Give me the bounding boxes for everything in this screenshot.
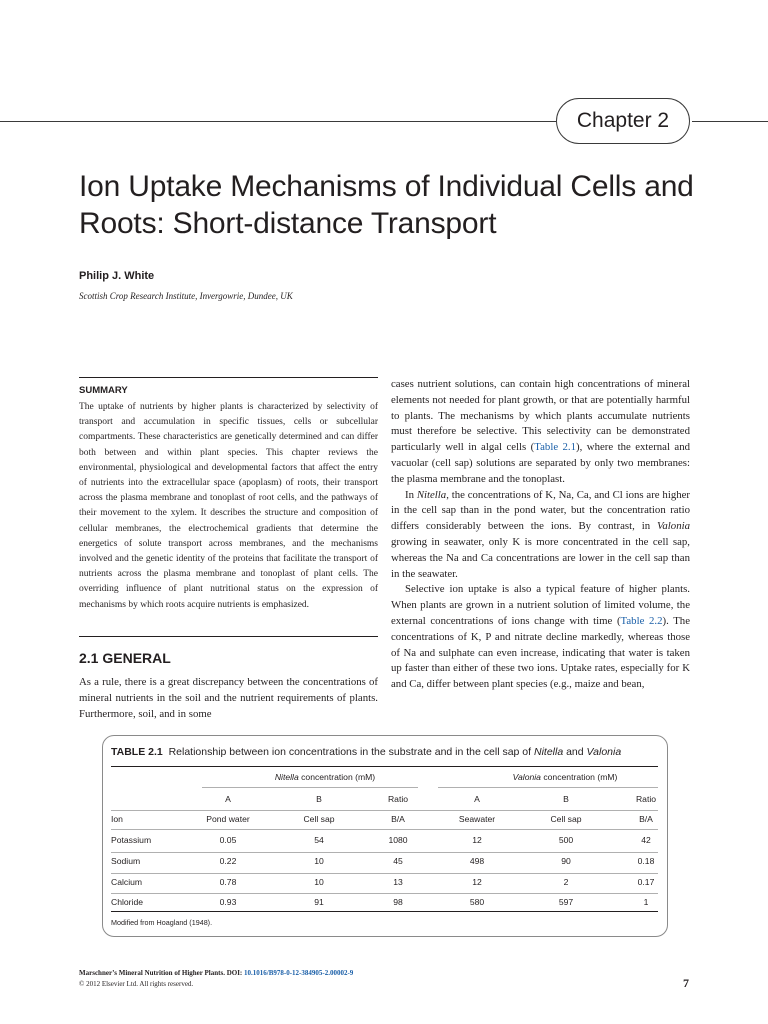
footer-citation: Marschner’s Mineral Nutrition of Higher Plants. DOI: 10.1016/B978-0-12-384905-2.00002-9: [79, 969, 354, 977]
right-column: [391, 377, 690, 693]
chapter-title: Ion Uptake Mechanisms of Individual Cells and Roots: Short-distance Transport: [79, 170, 694, 240]
subheader-cell: B: [563, 794, 569, 804]
section-paragraph: [79, 675, 378, 722]
table-cell: 42: [641, 835, 651, 845]
paragraph: cases nutrient solutions, can contain high concentrations of mineral elements not needed for plant growth, or that are potentially harmful to plants. The mechanisms by which plants accumulate nutrients must therefore be selective. This selectivity can be demonstrated particularly well in algal cells (Table 2.1), where the external and vacuolar (cell sap) solutions are separated by only two membranes: the plasma membrane and the tonoplast.: [391, 378, 690, 485]
group-rule: [438, 787, 658, 788]
table-cell: 13: [393, 877, 403, 887]
group-rule: [202, 787, 418, 788]
column-header: B/A: [639, 814, 653, 824]
table-caption: TABLE 2.1 Relationship between ion concentrations in the substrate and in the cell sap of Nitella and Valonia: [111, 746, 622, 758]
table-cell: 2: [563, 877, 569, 887]
summary-heading: SUMMARY: [79, 385, 128, 396]
table-cell: 1080: [388, 835, 408, 845]
row-label: Potassium: [111, 835, 152, 845]
row-rule: [111, 852, 658, 853]
summary-rule: [79, 377, 378, 378]
table-cell: 0.78: [219, 877, 237, 887]
chapter-label: Chapter 2: [556, 98, 690, 144]
column-header: B/A: [391, 814, 405, 824]
table-cell: 498: [469, 856, 485, 866]
table-cell: 91: [314, 897, 324, 907]
doi-link[interactable]: 10.1016/B978-0-12-384905-2.00002-9: [244, 969, 354, 977]
table-cell: 12: [472, 835, 482, 845]
column-header: Seawater: [458, 814, 496, 824]
subheader-cell: A: [474, 794, 480, 804]
table-cell: 45: [393, 856, 403, 866]
table-cell: 10: [314, 856, 324, 866]
row-rule: [111, 893, 658, 894]
paragraph: As a rule, there is a great discrepancy between the concentrations of mineral nutrients in the soil and the nutrient requirements of plants. Furthermore, soil, and in some: [79, 676, 378, 720]
column-header: Cell sap: [303, 814, 335, 824]
table-cell: 12: [472, 877, 482, 887]
subheader-cell: B: [316, 794, 322, 804]
table-cell: 0.22: [219, 856, 237, 866]
chapter-rule: [692, 121, 768, 122]
row-rule: [111, 873, 658, 874]
table-cell: 98: [393, 897, 403, 907]
author-affiliation: Scottish Crop Research Institute, Invergowrie, Dundee, UK: [79, 291, 293, 301]
summary-body: The uptake of nutrients by higher plants is characterized by selectivity of transport and accumulation in specific tissues, cells or subcellular compartments. These characteristics are genetically determined and can differ both between and within plant species. This chapter reviews the environmental, physiological and developmental factors that affect the entry of nutrients into the extracellular space (apoplasm) of roots, their transport across the plasma membrane and tonoplast of root cells, and the pathways of their movement to the xylem. It describes the structure and composition of cellular membranes, the electrochemical gradients that determine the energetics of solute transport across membranes, and the mechanisms involved and the genetic identity of the proteins that facilitate the transport of nutrients across the plasma membrane and tonoplast of plant cells. The overriding influence of plant nutritional status on the expression of mechanisms by which roots acquire nutrients is emphasized.: [79, 402, 378, 610]
header-bottom-rule: [111, 829, 658, 830]
table-label: TABLE 2.1: [111, 746, 163, 758]
subheader-cell: Ratio: [635, 794, 657, 804]
table-cell: 580: [469, 897, 485, 907]
column-header: Cell sap: [550, 814, 582, 824]
column-header: Pond water: [206, 814, 250, 824]
row-label: Calcium: [111, 877, 143, 887]
table-cell: 500: [558, 835, 574, 845]
page-number: 7: [683, 976, 689, 990]
group-header-valonia: Valonia concentration (mM): [512, 772, 618, 782]
table-cell: 90: [561, 856, 571, 866]
table-link[interactable]: Table 2.1: [534, 441, 577, 454]
table-cell: 0.17: [637, 877, 655, 887]
row-label: Sodium: [111, 856, 141, 866]
table-bottom-rule: [111, 911, 658, 912]
group-header-nitella: Nitella concentration (mM): [274, 772, 376, 782]
section-heading: 2.1 GENERAL: [79, 650, 171, 666]
paragraph: Selective ion uptake is also a typical feature of higher plants. When plants are grown in a nutrient solution of limited volume, the external concentrations of ions change with time (Table 2.2). The concentrations of K, P and nitrate decline markedly, whereas those of Na and sulphate can even increase, indicating that water is taken up faster than either of these two ions. Uptake rates, especially for K and Ca, differ between plant species (e.g., maize and bean,: [391, 583, 690, 691]
section-rule: [79, 636, 378, 637]
table-cell: 1: [643, 897, 649, 907]
paragraph: In Nitella, the concentrations of K, Na, Ca, and Cl ions are higher in the cell sap than in the pond water, but the concentration ratio differs considerably between the ions. By contrast, in Valonia growing in seawater, only K is more concentrated in the cell sap, whereas the Na and Ca concentrations are lower in the cell sap than in the seawater.: [391, 488, 690, 580]
subheader-cell: A: [225, 794, 231, 804]
table-note: Modified from Hoagland (1948).: [111, 918, 213, 927]
subheader-rule: [111, 810, 658, 811]
footer-copyright: © 2012 Elsevier Ltd. All rights reserved.: [79, 980, 194, 988]
author-name: Philip J. White: [79, 270, 155, 282]
table-cell: 10: [314, 877, 324, 887]
table-cell: 597: [558, 897, 574, 907]
row-label: Chloride: [111, 897, 144, 907]
table-cell: 0.18: [637, 856, 655, 866]
table-link[interactable]: Table 2.2: [620, 614, 663, 627]
table-cell: 0.93: [219, 897, 237, 907]
table-top-rule: [111, 766, 658, 767]
table-cell: 54: [314, 835, 324, 845]
column-header: Ion: [111, 814, 123, 824]
chapter-rule: [0, 121, 556, 122]
subheader-cell: Ratio: [387, 794, 409, 804]
table-cell: 0.05: [219, 835, 237, 845]
